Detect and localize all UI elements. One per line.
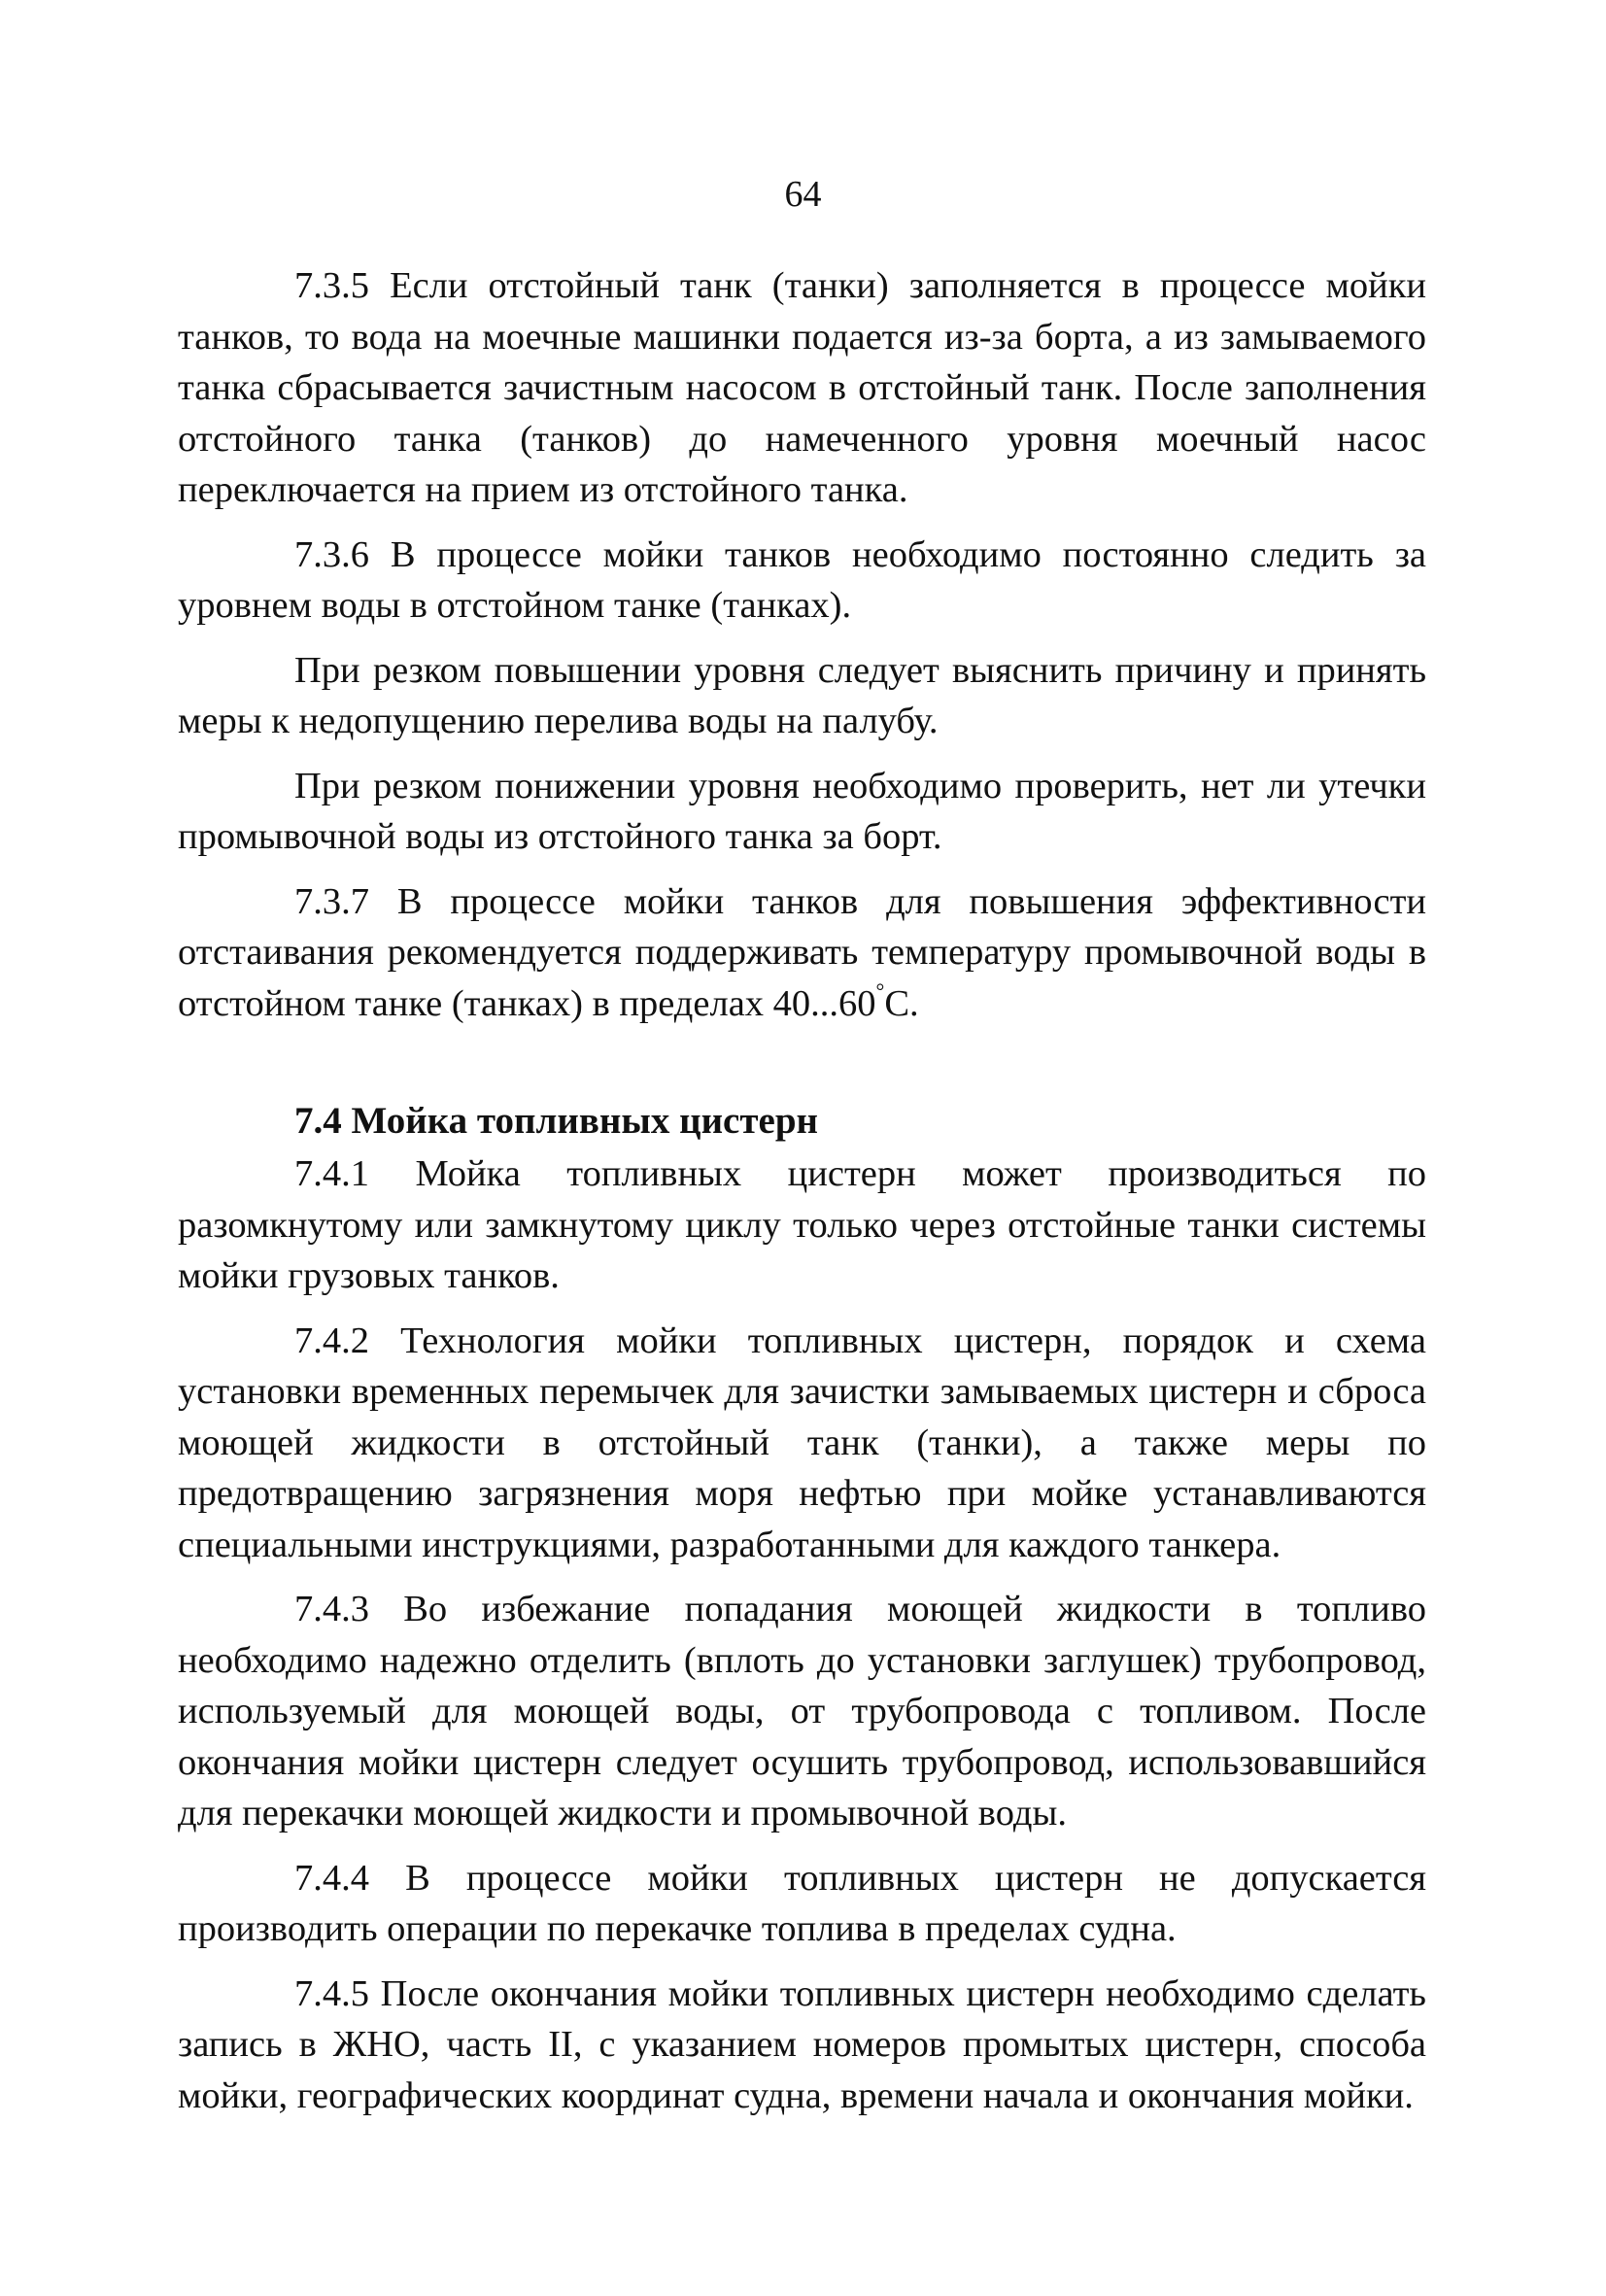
section-7-3-text — [178, 260, 1426, 1029]
paragraph-7-3-7-text: 7.3.7 В процессе мойки танков для повышения эффективности отстаивания рекомендуется поддерживать температуру промывочной воды в отстойном танке (танках) в пределах 40...60 — [178, 880, 1426, 1024]
paragraph-7-4-4: 7.4.4 В процессе мойки топливных цистерн не допускается производить операции по перекачке топлива в пределах судна. — [178, 1857, 1426, 1949]
paragraph-level-drop: При резком понижении уровня необходимо проверить, нет ли утечки промывочной воды из отстойного танка за борт. — [178, 765, 1426, 857]
paragraph-7-4-1: 7.4.1 Мойка топливных цистерн может производиться по разомкнутому или замкнутому циклу только через отстойные танки системы мойки грузовых танков. — [178, 1153, 1426, 1296]
paragraph-7-4-3: 7.4.3 Во избежание попадания моющей жидкости в топливо необходимо надежно отделить (вплоть до установки заглушек) трубопровод, используемый для моющей воды, от трубопровода с топливом. После окончания мойки цистерн следует осушить трубопровод, использовавшийся для перекачки моющей жидкости и промывочной воды. — [178, 1589, 1426, 1833]
degree-sign: ° — [875, 977, 885, 1003]
paragraph-7-4-5: 7.4.5 После окончания мойки топливных цистерн необходимо сделать запись в ЖНО, часть II, с указанием номеров промытых цистерн, способа мойки, географических координат судна, времени начала и окончания мойки. — [178, 1972, 1426, 2116]
paragraph-7-4-2: 7.4.2 Технология мойки топливных цистерн, порядок и схема установки временных перемычек для зачистки замываемых цистерн и сброса моющей жидкости в отстойный танк (танки), а также меры по предотвращению загрязнения моря нефтью при мойке устанавливаются специальными инструкциями, разработанными для каждого танкера. — [178, 1319, 1426, 1565]
paragraph-7-3-6: 7.3.6 В процессе мойки танков необходимо постоянно следить за уровнем воды в отстойном танке (танках). — [178, 533, 1426, 626]
temperature-unit: С. — [884, 982, 919, 1024]
paragraph-7-3-7 — [178, 876, 1426, 1030]
section-heading-7-4: 7.4 Мойка топливных цистерн — [294, 1100, 818, 1142]
paragraph-7-3-5: 7.3.5 Если отстойный танк (танки) заполняется в процессе мойки танков, то вода на моечные машинки подается из-за борта, а из замываемого танка сбрасывается зачистным насосом в отстойный танк. После заполнения отстойного танка (танков) до намеченного уровня моечный насос переключается на прием из отстойного танка. — [178, 265, 1426, 510]
page-number: 64 — [784, 174, 822, 215]
paragraph-level-rise: При резком повышении уровня следует выяснить причину и принять меры к недопущению перелива воды на палубу. — [178, 649, 1426, 741]
section-7-4-text — [178, 1148, 1426, 2121]
